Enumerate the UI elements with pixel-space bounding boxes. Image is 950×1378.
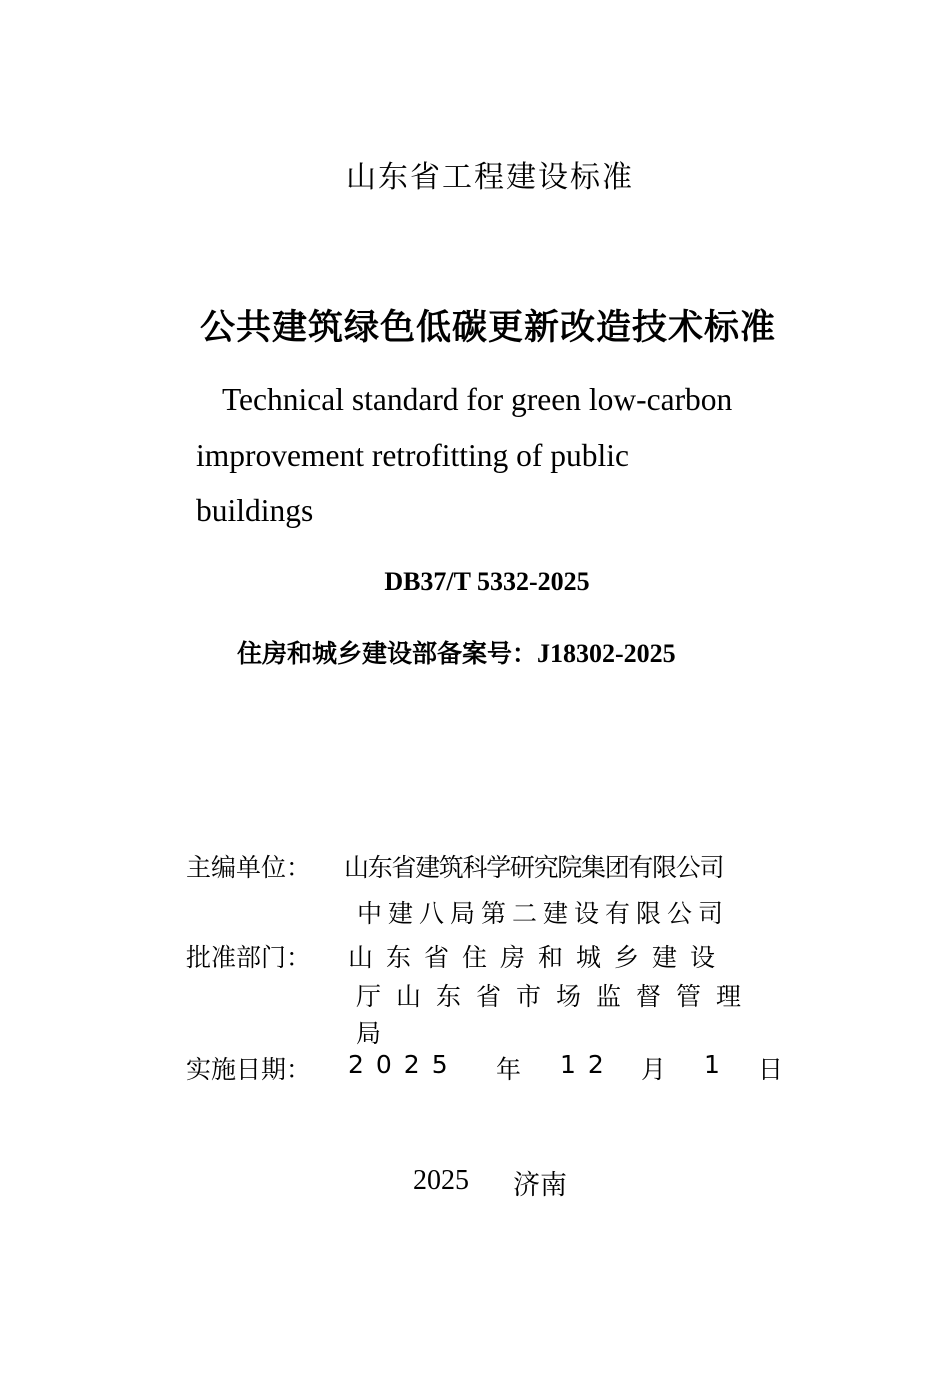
record-number [237,634,676,670]
approver-line-2: 厅山东省市场监督管理 [356,982,757,1011]
effective-date-year: 2025 [348,1050,460,1079]
effective-date-label: 实施日期： [186,1055,312,1084]
record-number-label: 住房和城乡建设部备案号： [237,639,538,668]
title-english-line-3: buildings [196,493,314,528]
editor-unit-2: 中建八局第二建设有限公司 [357,899,730,928]
editor-unit-1: 山东省建筑科学研究院集团有限公司 [344,853,724,882]
title-chinese: 公共建筑绿色低碳更新改造技术标准 [199,308,776,348]
title-english-line-2: improvement retrofitting of public [196,437,630,473]
effective-date-year-unit: 年 [496,1055,522,1084]
footer-city: 济南 [513,1170,567,1201]
record-number-value: J18302-2025 [537,639,676,668]
approver-line-1: 山东省住房和城乡建设 [348,943,729,972]
effective-date-day: 1 [704,1050,720,1079]
effective-date-month-unit: 月 [641,1055,667,1084]
footer-year: 2025 [413,1165,469,1196]
standard-series-heading: 山东省工程建设标准 [346,160,634,195]
approver-label: 批准部门： [186,943,312,972]
effective-date-month: 12 [560,1050,616,1079]
standard-code: DB37/T 5332-2025 [384,567,590,596]
title-english [196,372,786,539]
editor-label: 主编单位： [186,853,312,882]
title-english-line-1: Technical standard for green low-carbon [222,382,733,417]
effective-date-day-unit: 日 [758,1055,784,1084]
approver-line-3: 局 [356,1019,382,1048]
